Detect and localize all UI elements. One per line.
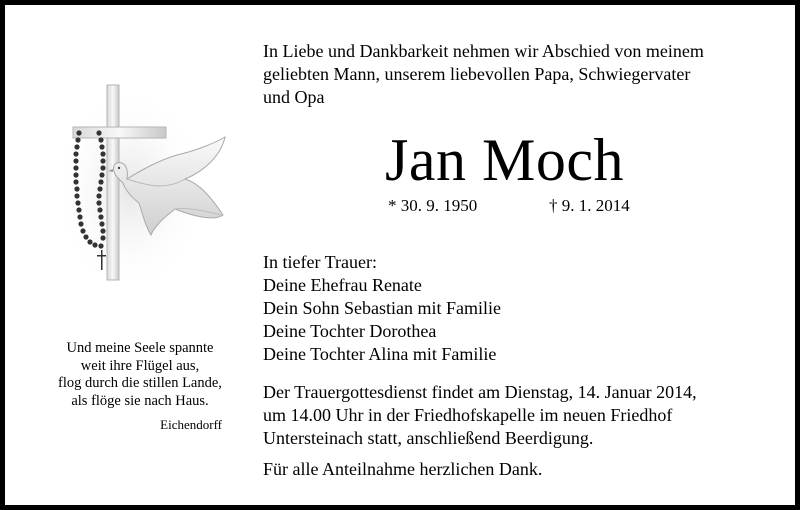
poem-line: als flöge sie nach Haus. bbox=[71, 392, 209, 409]
intro-text bbox=[263, 40, 783, 109]
poem bbox=[40, 340, 240, 410]
service-info bbox=[263, 381, 793, 450]
cross-dove-emblem bbox=[55, 75, 235, 290]
birth-date: * 30. 9. 1950 bbox=[388, 196, 478, 215]
mourner-entry: Deine Tochter Dorothea bbox=[263, 321, 437, 341]
mourner-entry: Deine Ehefrau Renate bbox=[263, 275, 422, 295]
thanks-line: Für alle Anteilnahme herzlichen Dank. bbox=[263, 459, 543, 479]
service-line: Untersteinach statt, anschließend Beerdigung. bbox=[263, 428, 594, 448]
intro-line: und Opa bbox=[263, 87, 325, 107]
death-date: † 9. 1. 2014 bbox=[549, 196, 630, 215]
intro-line: In Liebe und Dankbarkeit nehmen wir Abschied von meinem bbox=[263, 41, 704, 61]
mourner-entry: Dein Sohn Sebastian mit Familie bbox=[263, 298, 501, 318]
poem-line: Und meine Seele spannte bbox=[66, 340, 214, 356]
service-line: Der Trauergottesdienst findet am Dienstag, 14. Januar 2014, bbox=[263, 382, 697, 402]
poem-line: flog durch die stillen Lande, bbox=[58, 375, 222, 391]
mourners-heading: In tiefer Trauer: bbox=[263, 252, 377, 272]
mourners-list bbox=[263, 251, 663, 366]
poem-author: Eichendorff bbox=[160, 417, 222, 432]
mourner-entry: Deine Tochter Alina mit Familie bbox=[263, 344, 497, 364]
poem-line: weit ihre Flügel aus, bbox=[80, 357, 200, 374]
service-line: um 14.00 Uhr in der Friedhofskapelle im neuen Friedhof bbox=[263, 405, 673, 425]
intro-line: geliebten Mann, unserem liebevollen Papa, Schwiegervater bbox=[263, 64, 691, 84]
deceased-name: Jan Moch bbox=[385, 127, 624, 193]
